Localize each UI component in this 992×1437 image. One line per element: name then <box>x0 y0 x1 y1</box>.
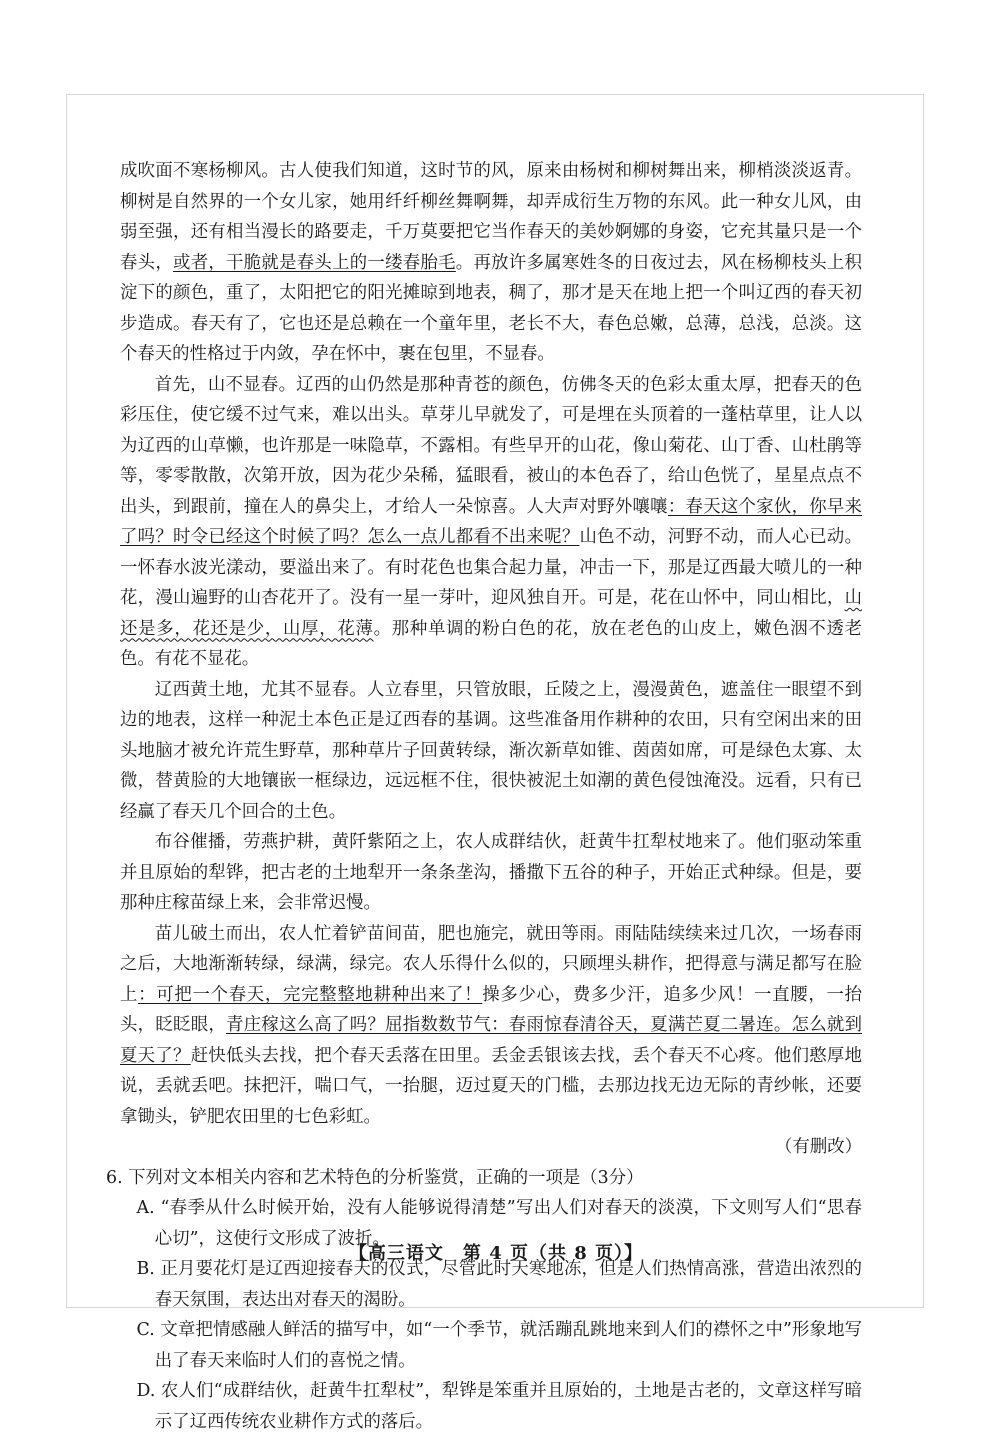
page-footer: 【高三语文 第 4 页（共 8 页）】 <box>348 1243 644 1264</box>
wavy-underlined-sentence: 山还是多，花还是少，山厚，花薄 <box>120 588 862 639</box>
passage-paragraph-1: 成吹面不寒杨柳风。古人使我们知道，这时节的风，原来由杨树和柳树舞出来，柳梢淡淡返青。柳树是自然界的一个女儿家，她用纤纤柳丝舞啊舞，却弄成衍生万物的东风。此一种女儿风，由弱至强，还有相当漫长的路要走，千万莫要把它当作春天的美妙婀娜的身姿，它充其量只是一个春头，或者，干脆就是春头上的一缕春胎毛。再放许多属寒姓冬的日夜过去，风在杨柳枝头上积淀下的颜色，重了，太阳把它的阳光摊晾到地表，稠了，那才是天在地上把一个叫辽西的春天初步造成。春天有了，它也还是总赖在一个童年里，老长不大，春色总嫩，总薄，总浅，总淡。这个春天的性格过于内敛，孕在怀中，裹在包里，不显春。 <box>120 161 862 364</box>
option-d: D. 农人们“成群结伙，赶黄牛扛犁杖”，犁铧是笨重并且原始的，土地是古老的，文章这样写暗示了辽西传统农业耕作方式的落后。 <box>136 1381 862 1432</box>
passage-paragraph-4: 布谷催播，劳燕护耕，黄阡紫陌之上，农人成群结伙，赶黄牛扛犁杖地来了。他们驱动笨重并且原始的犁铧，把古老的土地犁开一条条垄沟，播撒下五谷的种子，开始正式种绿。但是，要那种庄稼苗绿上来，会非常迟慢。 <box>120 832 862 913</box>
underlined-sentence: 或者，干脆就是春头上的一缕春胎毛 <box>173 252 456 273</box>
passage-paragraph-3: 辽西黄土地，尤其不显春。人立春里，只管放眼，丘陵之上，漫漫黄色，遮盖住一眼望不到边的地表，这样一种泥土本色正是辽西春的基调。这些准备用作耕种的农田，只有空闲出来的田头地脑才被允许荒生野草，那种草片子回黄转绿，渐次新草如锥、茵茵如席，可是绿色太寡、太微，替黄脸的大地镶嵌一框绿边，远远框不住，很快被泥土如潮的黄色侵蚀淹没。远看，只有已经赢了春天几个回合的土色。 <box>120 679 862 822</box>
underlined-sentence: ：可把一个春天，完完整整地耕种出来了！ <box>138 984 483 1005</box>
option-b: B. 正月要花灯是辽西迎接春天的仪式，尽管此时天寒地冻，但是人们热情高涨，营造出浓烈的春天氛围，表达出对春天的渴盼。 <box>136 1259 862 1310</box>
option-a: A. “春季从什么时候开始，没有人能够说得清楚”写出人们对春天的淡漠，下文则写人们“思春心切”，这使行文形成了波折。 <box>136 1198 862 1249</box>
passage-paragraph-2: 首先，山不显春。辽西的山仍然是那种青苍的颜色，仿佛冬天的色彩太重太厚，把春天的色彩压住，使它缓不过气来，难以出头。草芽儿早就发了，可是埋在头顶着的一蓬枯草里，让人以为辽西的山草懒，也许那是一味隐草，不露相。有些早开的山花，像山菊花、山丁香、山杜鹃等等，零零散散，次第开放，因为花少朵稀，猛眼看，被山的本色吞了，给山色恍了，星星点点不出头，到跟前，撞在人的鼻尖上，才给人一朵惊喜。人大声对野外嚷嚷：春天这个家伙，你早来了吗？时令已经这个时候了吗？怎么一点儿都看不出来呢？山色不动，河野不动，而人心已动。一怀春水波光漾动，要溢出来了。有时花色也集合起力量，冲击一下，那是辽西最大喷儿的一种花，漫山遍野的山杏花开了。没有一星一芽叶，迎风独自开。可是，花在山怀中，同山相比，山还是多，花还是少，山厚，花薄。那种单调的粉白色的花，放在老色的山皮上，嫩色洇不透老色。有花不显花。 <box>120 374 862 669</box>
underlined-sentence: 青庄稼这么高了吗？屈指数数节气：春雨惊春清谷天，夏满芒夏二暑连。怎么就到夏天了？ <box>120 1015 862 1066</box>
question-stem: 6. 下列对文本相关内容和艺术特色的分析鉴赏，正确的一项是（3分） <box>106 1167 644 1188</box>
source-note: （有删改） <box>775 1137 862 1157</box>
option-c: C. 文章把情感融人鲜活的描写中，如“一个季节，就活蹦乱跳地来到人们的襟怀之中”形象地写出了春天来临时人们的喜悦之情。 <box>136 1320 862 1371</box>
underlined-sentence: ：春天这个家伙，你早来了吗？时令已经这个时候了吗？怎么一点儿都看不出来呢？ <box>120 496 862 547</box>
passage-paragraph-5: 苗儿破土而出，农人忙着铲苗间苗，肥也施完，就田等雨。雨陆陆续续来过几次，一场春雨之后，大地渐渐转绿，绿满，绿完。农人乐得什么似的，只顾埋头耕作，把得意与满足都写在脸上：可把一个春天，完完整整地耕种出来了！操多少心，费多少汗，追多少风！一直腰，一抬头，眨眨眼，青庄稼这么高了吗？屈指数数节气：春雨惊春清谷天，夏满芒夏二暑连。怎么就到夏天了？赶快低头去找，把个春天丢落在田里。丢金丢银该去找，丢个春天不心疼。他们憨厚地说，丢就丢吧。抹把汗，喘口气，一抬腿，迈过夏天的门槛，去那边找无边无际的青纱帐，还要拿锄头，铲肥农田里的七色彩虹。 <box>120 923 862 1127</box>
